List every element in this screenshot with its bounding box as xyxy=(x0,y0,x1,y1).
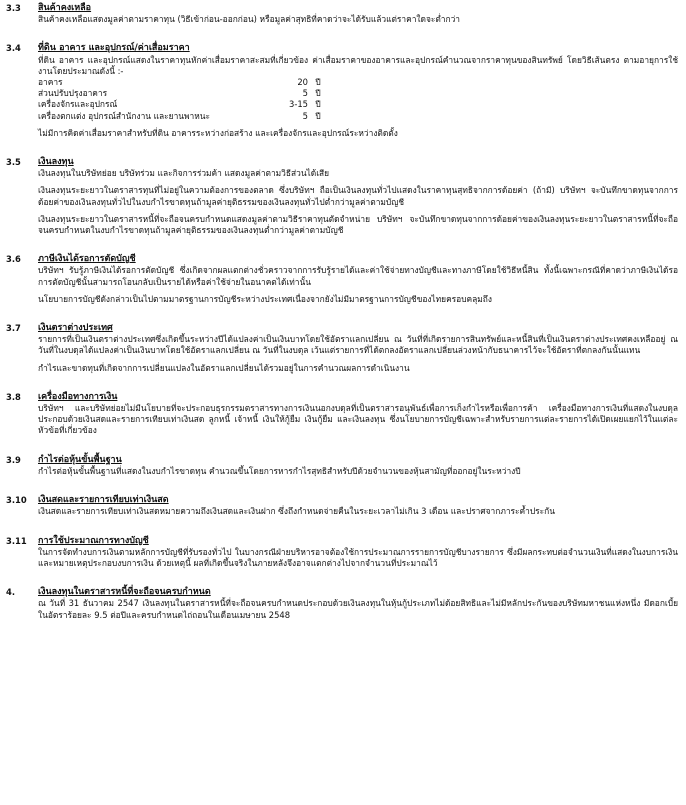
section-title: เงินสดและรายการเทียบเท่าเงินสด xyxy=(38,495,169,506)
paragraph: ในการจัดทำงบการเงินตามหลักการบัญชีที่รับรองทั่วไป ในบางกรณีฝ่ายบริหารอาจต้องใช้การประมาณการรายการบัญชีบางรายการ ซึ่งมีผลกระทบต่อจำนวนเงินที่แสดงในงบการเงินและหมายเหตุประกอบงบการเงิน ด้วยเหตุนี้ ผลที่เกิดขึ้นจริงในภายหลังจึงอาจแตกต่างไปจากจำนวนที่ประมาณไว้ xyxy=(38,546,678,568)
section-number: 3.7 xyxy=(6,323,21,334)
table-item: ส่วนปรับปรุงอาคาร xyxy=(38,88,108,99)
section-3-10 xyxy=(6,495,678,523)
section-number: 3.9 xyxy=(6,454,21,465)
paragraph: กำไรต่อหุ้นขั้นพื้นฐานที่แสดงในงบกำไรขาดทุน คำนวณขึ้นโดยการหารกำไรสุทธิสำหรับปีด้วยจำนวนของหุ้นสามัญที่ออกอยู่ในระหว่างปี xyxy=(38,465,521,476)
table-value: 5 xyxy=(302,110,308,121)
paragraph: บริษัทฯ และบริษัทย่อยไม่มีนโยบายที่จะประกอบธุรกรรมตราสารทางการเงินนอกงบดุลที่เป็นตราสารอนุพันธ์เพื่อการเก็งกำไรหรือเพื่อการค้า เครื่องมือทางการเงินที่แสดงในงบดุลประกอบด้วยเงินสดและรายการเทียบเท่าเงินสด ลูกหนี้ เจ้าหนี้ เงินให้กู้ยืม เงินกู้ยืม และเงินลงทุน ซึ่งนโยบายการบัญชีเฉพาะสำหรับรายการแต่ละรายการได้เปิดเผยแยกไว้ในแต่ละหัวข้อที่เกี่ยวข้อง xyxy=(38,403,678,436)
paragraph: บริษัทฯ รับรู้ภาษีเงินได้รอการตัดบัญชี ซึ่งเกิดจากผลแตกต่างชั่วคราวจากการรับรู้รายได้และค่าใช้จ่ายทางบัญชีและทางภาษีโดยใช้วิธีหนี้สิน ทั้งนี้เฉพาะกรณีที่คาดว่าภาษีเงินได้รอการตัดบัญชีนั้นสามารถโอนกลับเป็นรายได้หรือค่าใช้จ่ายในอนาคตได้เท่านั้น xyxy=(38,265,678,287)
section-number: 3.10 xyxy=(6,495,27,506)
section-3-5 xyxy=(6,157,678,242)
section-number: 3.5 xyxy=(6,157,21,168)
section-title: ที่ดิน อาคาร และอุปกรณ์/ค่าเสื่อมราคา xyxy=(38,43,190,54)
table-item: เครื่องตกแต่ง อุปกรณ์สำนักงาน และยานพาหนะ xyxy=(38,110,210,121)
paragraph: รายการที่เป็นเงินตราต่างประเทศซึ่งเกิดขึ้นระหว่างปีได้แปลงค่าเป็นเงินบาทโดยใช้อัตราแลกเปลี่ยน ณ วันที่ที่เกิดรายการสินทรัพย์และหนี้สินที่เป็นเงินตราต่างประเทศคงเหลืออยู่ ณ วันที่ในงบดุลได้แปลงค่าเป็นเงินบาทโดยใช้อัตราแลกเปลี่ยน ณ วันที่ในงบดุล เว้นแต่รายการที่ได้ตกลงอัตราแลกเปลี่ยนล่วงหน้ากับธนาคารไว้จะใช้อัตราที่ตกลงกันนั้นแทน xyxy=(38,334,678,356)
section-3-8 xyxy=(6,392,678,443)
paragraph: สินค้าคงเหลือแสดงมูลค่าตามราคาทุน (วิธีเข้าก่อน-ออกก่อน) หรือมูลค่าสุทธิที่คาดว่าจะได้รับแล้วแต่ราคาใดจะต่ำกว่า xyxy=(38,14,460,25)
section-3-9 xyxy=(6,455,678,483)
table-value: 3-15 xyxy=(288,99,308,110)
table-value: 5 xyxy=(302,88,308,99)
table-unit: ปี xyxy=(315,77,321,88)
section-3-3 xyxy=(6,3,678,31)
section-3-6 xyxy=(6,254,678,311)
section-number: 3.11 xyxy=(6,535,27,546)
section-title: การใช้ประมาณการทางบัญชี xyxy=(38,535,149,546)
section-title: สินค้าคงเหลือ xyxy=(38,3,92,13)
section-title: ภาษีเงินได้รอการตัดบัญชี xyxy=(38,254,136,265)
section-number: 3.6 xyxy=(6,254,21,265)
table-value: 20 xyxy=(297,77,308,88)
paragraph: เงินลงทุนระยะยาวในตราสารหนี้ที่จะถือจนครบกำหนดแสดงมูลค่าตามวิธีราคาทุนตัดจำหน่าย บริษัทฯ จะบันทึกขาดทุนจากการด้อยค่าของเงินลงทุนระยะยาวในตราสารหนี้ที่จะถือจนครบกำหนดในงบกำไรขาดทุนถ้ามูลค่ายุติธรรมของเงินลงทุนต่ำกว่ามูลค่าตามบัญชี xyxy=(38,213,678,236)
section-title: กำไรต่อหุ้นขั้นพื้นฐาน xyxy=(38,454,122,465)
table-item: อาคาร xyxy=(38,77,63,88)
section-number: 4. xyxy=(6,587,16,598)
section-number: 3.3 xyxy=(6,3,21,13)
section-title: เงินลงทุนในตราสารหนี้ที่จะถือจนครบกำหนด xyxy=(38,587,211,598)
section-number: 3.4 xyxy=(6,43,21,54)
paragraph: กำไรและขาดทุนที่เกิดจากการเปลี่ยนแปลงในอัตราแลกเปลี่ยนได้รวมอยู่ในการคำนวณผลการดำเนินงาน xyxy=(38,362,410,373)
paragraph: ไม่มีการคิดค่าเสื่อมราคาสำหรับที่ดิน อาคารระหว่างก่อสร้าง และเครื่องจักรและอุปกรณ์ระหว่างติดตั้ง xyxy=(38,127,398,138)
paragraph: ณ วันที่ 31 ธันวาคม 2547 เงินลงทุนในตราสารหนี้ที่จะถือจนครบกำหนดประกอบด้วยเงินลงทุนในหุ้นกู้ประเภทไม่ด้อยสิทธิและไม่มีหลักประกันของบริษัทมหาชนแห่งหนึ่ง มีดอกเบี้ยในอัตราร้อยละ 9.5 ต่อปีและครบกำหนดไถ่ถอนในเดือนเมษายน 2548 xyxy=(38,598,678,620)
section-3-7 xyxy=(6,323,678,380)
table-item: เครื่องจักรและอุปกรณ์ xyxy=(38,99,118,110)
table-unit: ปี xyxy=(315,110,321,121)
section-title: เงินลงทุน xyxy=(38,157,74,168)
section-3-4 xyxy=(6,43,678,145)
useful-life-table xyxy=(38,77,678,122)
section-number: 3.8 xyxy=(6,391,21,402)
section-3-11 xyxy=(6,536,678,576)
table-unit: ปี xyxy=(315,99,321,110)
paragraph: เงินลงทุนระยะยาวในตราสารทุนที่ไม่อยู่ในความต้องการของตลาด ซึ่งบริษัทฯ ถือเป็นเงินลงทุนทั่วไปแสดงในราคาทุนสุทธิจากการด้อยค่า (ถ้ามี) บริษัทฯ จะบันทึกขาดทุนจากการด้อยค่าของเงินลงทุนทั่วไปในงบกำไรขาดทุนถ้ามูลค่ายุติธรรมของเงินลงทุนทั่วไปต่ำกว่ามูลค่าตามบัญชี xyxy=(38,185,678,207)
section-title: เครื่องมือทางการเงิน xyxy=(38,391,118,402)
section-4 xyxy=(6,587,678,627)
paragraph: นโยบายการบัญชีดังกล่าวเป็นไปตามมาตรฐานการบัญชีระหว่างประเทศเนื่องจากยังไม่มีมาตรฐานการบัญชีของไทยครอบคลุมถึง xyxy=(38,293,492,304)
paragraph: ที่ดิน อาคาร และอุปกรณ์แสดงในราคาทุนหักค่าเสื่อมราคาสะสมที่เกี่ยวข้อง ค่าเสื่อมราคาของอาคารและอุปกรณ์คำนวณจากราคาทุนของสินทรัพย์ โดยวิธีเส้นตรง ตามอายุการใช้งานโดยประมาณดังนี้ :- xyxy=(38,54,678,76)
section-title: เงินตราต่างประเทศ xyxy=(38,323,113,334)
table-unit: ปี xyxy=(315,88,321,99)
paragraph: เงินลงทุนในบริษัทย่อย บริษัทร่วม และกิจการร่วมค้า แสดงมูลค่าตามวิธีส่วนได้เสีย xyxy=(38,168,330,179)
paragraph: เงินสดและรายการเทียบเท่าเงินสดหมายความถึงเงินสดและเงินฝาก ซึ่งถึงกำหนดจ่ายคืนในระยะเวลาไม่เกิน 3 เดือน และปราศจากภาระค้ำประกัน xyxy=(38,506,555,517)
